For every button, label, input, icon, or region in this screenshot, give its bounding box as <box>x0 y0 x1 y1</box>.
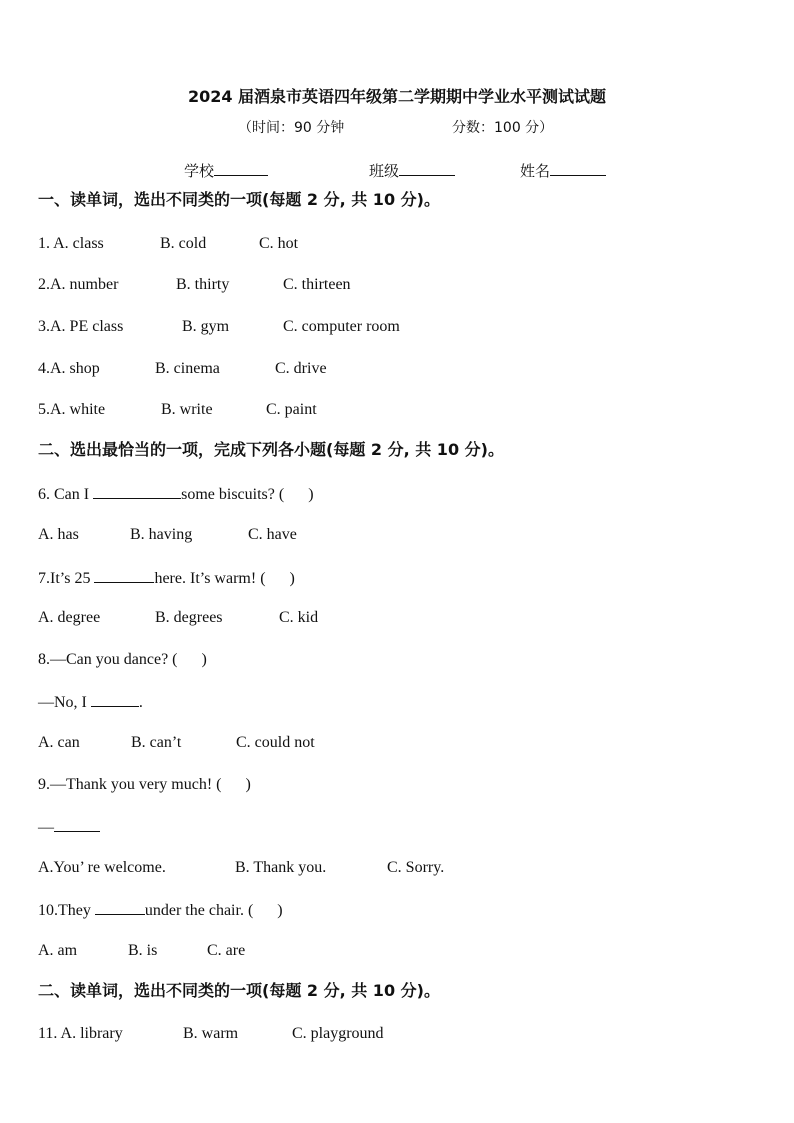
q8-stem: 8.—Can you dance? ( ) <box>38 651 207 668</box>
q10-option-a[interactable]: A. am <box>38 942 78 959</box>
q4-number: 4. <box>38 360 50 377</box>
name-label: 姓名 <box>520 162 551 180</box>
name-field[interactable] <box>520 160 606 181</box>
q5-number: 5. <box>38 401 50 418</box>
q11-number: 11. <box>38 1025 61 1042</box>
q6-option-c[interactable]: C. have <box>248 526 297 543</box>
page-title: 2024 届酒泉市英语四年级第二学期期中学业水平测试试题 <box>187 87 607 106</box>
q8-option-b[interactable]: B. can’t <box>131 734 182 751</box>
q8-option-c[interactable]: C. could not <box>236 734 315 751</box>
q5-option-b[interactable]: B. write <box>161 401 213 418</box>
school-field[interactable] <box>184 160 268 181</box>
name-blank <box>550 160 606 176</box>
q8-answer-blank[interactable] <box>91 691 139 707</box>
q3-option-a[interactable]: A. PE class <box>50 318 124 335</box>
school-label: 学校 <box>184 162 215 180</box>
q7-option-b[interactable]: B. degrees <box>155 609 223 626</box>
q9-reply: — <box>38 819 54 836</box>
q8-reply-end: . <box>138 694 143 711</box>
q9-option-a[interactable]: A.You’ re welcome. <box>38 859 166 876</box>
q8-option-a[interactable]: A. can <box>38 734 80 751</box>
section1-heading: 一、读单词，选出不同类的一项(每题 2 分, 共 10 分)。 <box>38 190 440 209</box>
q4-option-c[interactable]: C. drive <box>275 360 327 377</box>
q7-stem-start: 7.It’s 25 <box>38 570 95 587</box>
class-blank <box>399 160 455 176</box>
q5-option-c[interactable]: C. paint <box>266 401 317 418</box>
school-blank <box>214 160 268 176</box>
class-field[interactable] <box>369 160 455 181</box>
exam-time: （时间：90 分钟 <box>238 120 345 136</box>
q7-option-c[interactable]: C. kid <box>279 609 319 626</box>
q10-option-b[interactable]: B. is <box>128 942 158 959</box>
q1-option-c[interactable]: C. hot <box>259 235 299 252</box>
q6-answer-blank[interactable] <box>93 483 181 499</box>
q2-number: 2. <box>38 276 50 293</box>
q1-number: 1. <box>38 235 54 252</box>
q8-reply: —No, I <box>38 694 91 711</box>
q10-stem-end: under the chair. ( ) <box>144 902 283 919</box>
q3-number: 3. <box>38 318 50 335</box>
q6-stem-start: 6. Can I <box>38 486 94 503</box>
q2-option-a[interactable]: A. number <box>50 276 119 293</box>
q2-option-b[interactable]: B. thirty <box>176 276 230 293</box>
q9-answer-blank[interactable] <box>54 816 100 832</box>
q10-option-c[interactable]: C. are <box>207 942 246 959</box>
class-label: 班级 <box>369 162 400 180</box>
q7-stem-end: here. It’s warm! ( ) <box>154 570 295 587</box>
exam-score: 分数：100 分） <box>452 120 554 136</box>
q10-stem-start: 10.They <box>38 902 95 919</box>
q9-stem: 9.—Thank you very much! ( ) <box>38 776 251 793</box>
q6-option-a[interactable]: A. has <box>38 526 79 543</box>
q9-option-b[interactable]: B. Thank you. <box>235 859 327 876</box>
q7-option-a[interactable]: A. degree <box>38 609 101 626</box>
q6-option-b[interactable]: B. having <box>130 526 193 543</box>
q9-option-c[interactable]: C. Sorry. <box>387 859 445 876</box>
q7-answer-blank[interactable] <box>94 567 154 583</box>
q4-option-b[interactable]: B. cinema <box>155 360 220 377</box>
q11-option-a[interactable]: A. library <box>60 1025 123 1042</box>
q5-option-a[interactable]: A. white <box>50 401 106 418</box>
q2-option-c[interactable]: C. thirteen <box>283 276 351 293</box>
q10-answer-blank[interactable] <box>95 899 145 915</box>
q3-option-c[interactable]: C. computer room <box>283 318 400 335</box>
q1-option-b[interactable]: B. cold <box>160 235 207 252</box>
q3-option-b[interactable]: B. gym <box>182 318 230 335</box>
q4-option-a[interactable]: A. shop <box>50 360 100 377</box>
q11-option-b[interactable]: B. warm <box>183 1025 239 1042</box>
q11-option-c[interactable]: C. playground <box>292 1025 384 1042</box>
q6-stem-end: some biscuits? ( ) <box>181 486 314 503</box>
q1-option-a[interactable]: A. class <box>53 235 104 252</box>
section3-heading: 二、读单词，选出不同类的一项(每题 2 分, 共 10 分)。 <box>38 981 440 1000</box>
section2-heading: 二、选出最恰当的一项，完成下列各小题(每题 2 分, 共 10 分)。 <box>38 440 504 459</box>
